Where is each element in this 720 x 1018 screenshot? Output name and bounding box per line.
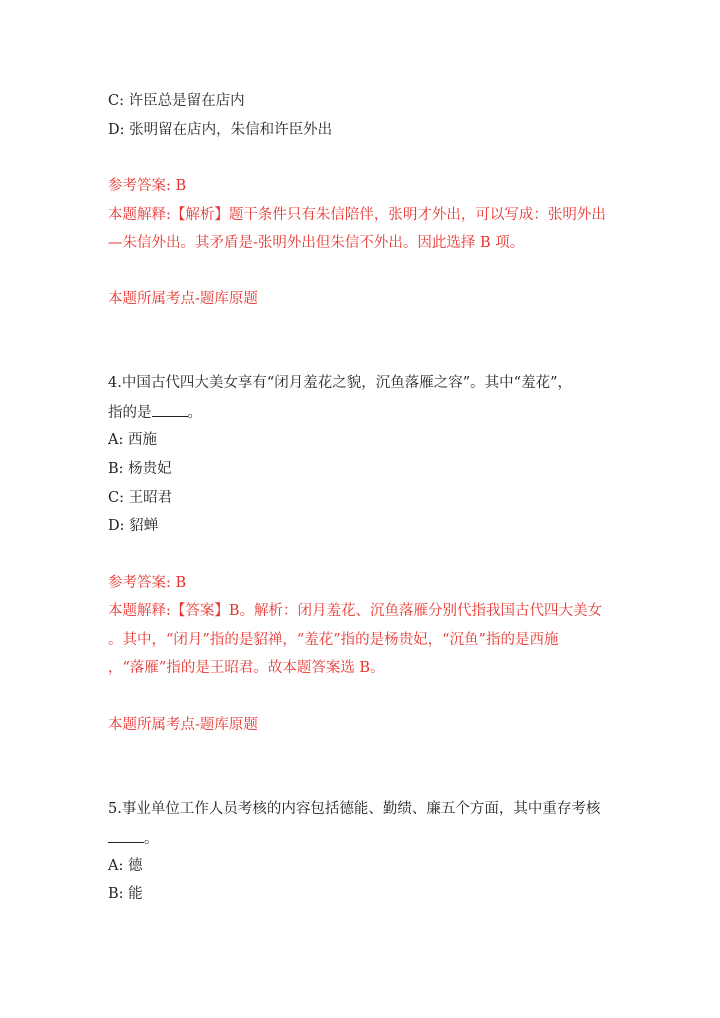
q4-option-c: C: 王昭君 <box>108 490 173 506</box>
q3-explanation-line-2: —朱信外出。其矛盾是-张明外出但朱信不外出。因此选择 B 项。 <box>108 235 525 251</box>
q4-stem-line-1: 4.中国古代四大美女享有“闭月羞花之貌，沉鱼落雁之容”。其中“羞花”， <box>108 375 572 391</box>
q3-explanation-line-1: 本题解释:【解析】题干条件只有朱信陪伴，张明才外出，可以写成：张明外出 <box>108 207 606 223</box>
q4-option-a: A: 西施 <box>108 432 157 448</box>
q3-answer: 参考答案: B <box>108 178 187 194</box>
q5-stem-line-2 <box>108 828 159 849</box>
q5-stem-line-1: 5.事业单位工作人员考核的内容包括德能、勤绩、廉五个方面，其中重存考核 <box>108 801 601 817</box>
q5-option-b: B: 能 <box>108 886 143 902</box>
q4-stem-suffix: 。 <box>187 405 202 421</box>
q4-option-b: B: 杨贵妃 <box>108 461 172 477</box>
q4-explanation-line-3: ，“落雁”指的是王昭君。故本题答案选 B。 <box>108 660 385 676</box>
q5-stem-suffix: 。 <box>144 831 159 847</box>
q4-explanation-line-1: 本题解释:【答案】B。解析：闭月羞花、沉鱼落雁分别代指我国古代四大美女 <box>108 603 603 619</box>
q4-source: 本题所属考点-题库原题 <box>108 717 258 733</box>
q4-option-d: D: 貂蝉 <box>108 518 159 534</box>
q3-option-d: D: 张明留在店内，朱信和许臣外出 <box>108 122 333 138</box>
q4-stem-prefix: 指的是 <box>108 405 152 421</box>
q4-stem-line-2 <box>108 402 202 423</box>
q4-answer: 参考答案: B <box>108 575 187 591</box>
q4-explanation-line-2: 。其中，“闭月”指的是貂禅，“羞花”指的是杨贵妃，“沉鱼”指的是西施 <box>108 632 559 648</box>
answer-blank <box>108 828 144 843</box>
answer-blank <box>152 402 188 417</box>
q3-option-c: C: 许臣总是留在店内 <box>108 93 245 109</box>
q5-option-a: A: 德 <box>108 858 143 874</box>
q3-source: 本题所属考点-题库原题 <box>108 291 258 307</box>
